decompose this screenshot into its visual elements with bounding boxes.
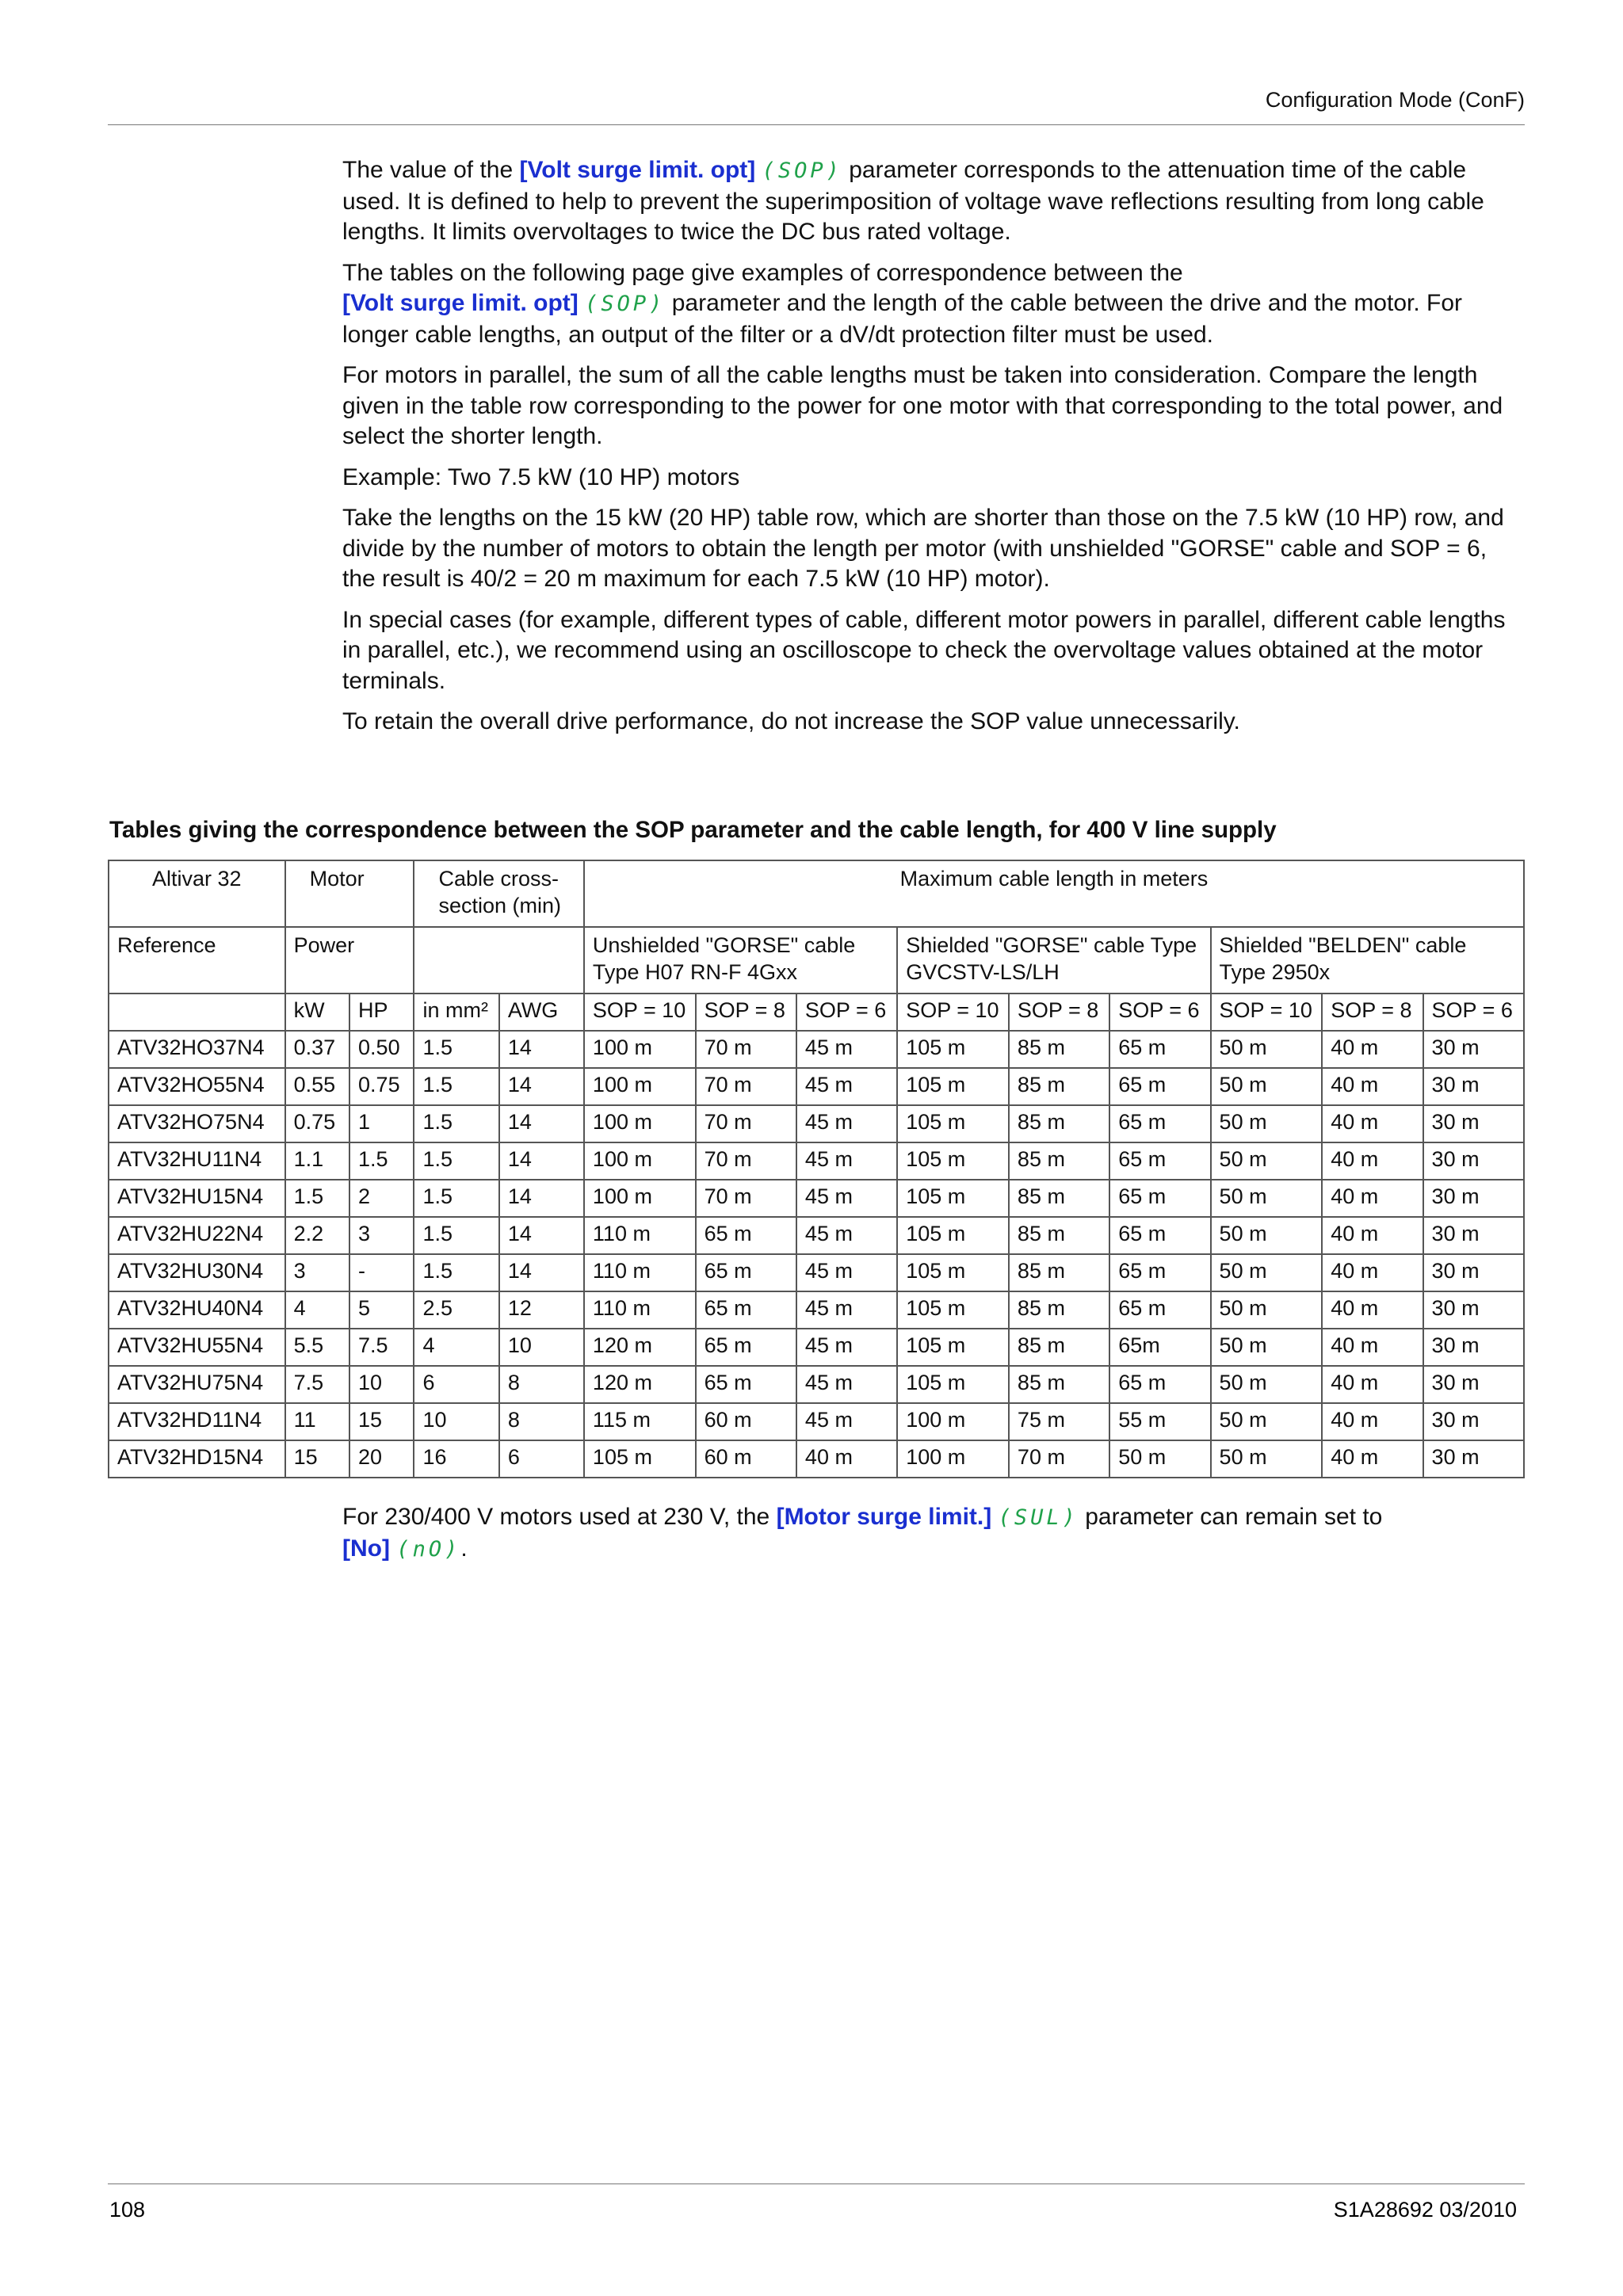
table-cell: 30 m [1423,1329,1524,1366]
table-cell: 105 m [584,1440,696,1478]
table-cell: 100 m [584,1180,696,1217]
table-cell: 65 m [696,1217,796,1254]
table-title: Tables giving the correspondence between the SOP parameter and the cable length, for 400 V line supply [109,817,1277,843]
table-cell: 14 [499,1142,584,1180]
table-cell: 100 m [897,1403,1009,1440]
header-unit-cell: SOP = 6 [1423,994,1524,1031]
document-reference: S1A28692 03/2010 [1333,2198,1517,2222]
table-cell: 4 [414,1329,498,1366]
table-cell: 105 m [897,1142,1009,1180]
table-cell: 85 m [1009,1366,1109,1403]
table-cell: 40 m [1322,1217,1423,1254]
table-cell: 60 m [696,1403,796,1440]
table-cell: 50 m [1211,1031,1323,1068]
table-cell: 0.37 [285,1031,349,1068]
table-cell: 50 m [1211,1329,1323,1366]
paragraph-1 [342,155,1525,248]
header-unit-cell: SOP = 6 [1109,994,1210,1031]
table-cell: 30 m [1423,1031,1524,1068]
table-cell: 105 m [897,1031,1009,1068]
table-cell: 45 m [796,1403,897,1440]
table-cell: 0.75 [285,1105,349,1142]
table-cell: 100 m [584,1068,696,1105]
table-cell-reference: ATV32HD11N4 [109,1403,285,1440]
table-cell: 30 m [1423,1068,1524,1105]
header-power: Power [285,927,414,994]
table-row [109,1031,1524,1068]
table-row [109,1180,1524,1217]
table-cell-reference: ATV32HU40N4 [109,1291,285,1329]
param-code-sop: (SOP) [762,158,842,183]
table-cell: 85 m [1009,1180,1109,1217]
table-cell: 10 [499,1329,584,1366]
param-code-sop: (SOP) [585,292,666,316]
table-cell: 30 m [1423,1403,1524,1440]
header-empty [414,927,583,994]
text-span: The tables on the following page give examples of correspondence between the [342,259,1183,286]
table-cell: 30 m [1423,1142,1524,1180]
header-unshielded-gorse: Unshielded "GORSE" cable Type H07 RN-F 4Gxx [584,927,897,994]
table-cell-reference: ATV32HO55N4 [109,1068,285,1105]
header-divider [108,124,1525,125]
table-cell-reference: ATV32HO75N4 [109,1105,285,1142]
table-cell: 1.5 [414,1142,498,1180]
table-cell-reference: ATV32HU75N4 [109,1366,285,1403]
table-cell: 85 m [1009,1254,1109,1291]
table-cell: 6 [414,1366,498,1403]
header-shielded-gorse: Shielded "GORSE" cable Type GVCSTV-LS/LH [897,927,1210,994]
table-cell: 40 m [1322,1031,1423,1068]
table-cell: 8 [499,1366,584,1403]
table-cell: 65 m [1109,1142,1210,1180]
table-cell: 14 [499,1105,584,1142]
table-cell: 14 [499,1180,584,1217]
table-cell: 2.5 [414,1291,498,1329]
table-cell: 110 m [584,1254,696,1291]
table-row [109,1068,1524,1105]
table-cell: 100 m [584,1031,696,1068]
table-cell: 0.50 [349,1031,414,1068]
header-unit-cell: SOP = 10 [1211,994,1323,1031]
header-units-row [109,994,1524,1031]
table-cell: 1.5 [414,1217,498,1254]
header-reference: Reference [109,927,285,994]
header-cable-cross-section: Cable cross-section (min) [414,860,583,927]
table-cell: 65m [1109,1329,1210,1366]
paragraph-7: To retain the overall drive performance, do not increase the SOP value unnecessarily. [342,708,1240,734]
table-cell: 30 m [1423,1291,1524,1329]
cable-length-table [108,860,1525,1478]
table-cell: 45 m [796,1142,897,1180]
table-cell: 65 m [1109,1254,1210,1291]
text-span: For 230/400 V motors used at 230 V, the [342,1504,777,1530]
table-cell: 105 m [897,1068,1009,1105]
page-header-title: Configuration Mode (ConF) [1265,88,1525,112]
table-cell: 40 m [1322,1068,1423,1105]
table-cell: 30 m [1423,1440,1524,1478]
param-code-no: (nO) [396,1536,461,1562]
table-cell-reference: ATV32HO37N4 [109,1031,285,1068]
table-cell: 50 m [1211,1105,1323,1142]
table-cell: 70 m [696,1142,796,1180]
table-cell: 45 m [796,1031,897,1068]
table-cell-reference: ATV32HU15N4 [109,1180,285,1217]
table-cell: 100 m [897,1440,1009,1478]
header-unit-cell: SOP = 8 [696,994,796,1031]
table-cell: 45 m [796,1068,897,1105]
table-cell: 40 m [1322,1329,1423,1366]
table-cell: 14 [499,1068,584,1105]
param-link-motor-surge: [Motor surge limit.] [776,1504,992,1530]
paragraph-3: For motors in parallel, the sum of all the cable lengths must be taken into consideration. Compare the length given in the table row corresponding to the power for one motor with that corresponding to the total power, and select the shorter length. [342,362,1503,449]
table-row [109,1440,1524,1478]
text-span: The value of the [342,157,520,183]
table-cell: 1.5 [414,1180,498,1217]
table-cell: 65 m [1109,1217,1210,1254]
header-unit-cell: kW [285,994,349,1031]
table-cell: 85 m [1009,1068,1109,1105]
table-cell: 100 m [584,1142,696,1180]
table-cell: 45 m [796,1291,897,1329]
table-cell: 65 m [696,1291,796,1329]
table-cell: 7.5 [285,1366,349,1403]
table-cell: 40 m [1322,1105,1423,1142]
table-cell: 5 [349,1291,414,1329]
table-cell: 50 m [1211,1142,1323,1180]
table-cell: 55 m [1109,1403,1210,1440]
table-cell: 105 m [897,1366,1009,1403]
header-unit-cell: SOP = 8 [1009,994,1109,1031]
table-cell: 50 m [1211,1366,1323,1403]
table-cell: 40 m [1322,1180,1423,1217]
table-cell: 30 m [1423,1180,1524,1217]
table-cell: 65 m [1109,1291,1210,1329]
table-cell: 12 [499,1291,584,1329]
footnote [342,1502,1525,1565]
text-span: parameter can remain set to [1078,1504,1383,1530]
table-cell: 50 m [1211,1291,1323,1329]
table-cell: 105 m [897,1254,1009,1291]
table-cell: 50 m [1211,1068,1323,1105]
table-cell: 70 m [696,1180,796,1217]
text-span: . [460,1535,468,1562]
table-cell: 50 m [1109,1440,1210,1478]
table-cell: 50 m [1211,1403,1323,1440]
table-cell: 105 m [897,1105,1009,1142]
paragraph-5: Take the lengths on the 15 kW (20 HP) table row, which are shorter than those on the 7.5 kW (10 HP) row, and divide by the number of motors to obtain the length per motor (with unshielded "GORSE" cable and SOP = 6, the result is 40/2 = 20 m maximum for each 7.5 kW (10 HP) motor). [342,505,1504,592]
table-cell: 2 [349,1180,414,1217]
table-row [109,1217,1524,1254]
header-motor: Motor [285,860,414,927]
header-empty [109,994,285,1031]
table-cell: 1.5 [285,1180,349,1217]
table-cell: 65 m [1109,1105,1210,1142]
table-cell: 15 [349,1403,414,1440]
footer-divider [108,2183,1525,2184]
param-value-no: [No] [342,1535,390,1562]
table-cell: 4 [285,1291,349,1329]
table-cell: 7.5 [349,1329,414,1366]
table-cell: 105 m [897,1180,1009,1217]
table-cell: 14 [499,1031,584,1068]
paragraph-4: Example: Two 7.5 kW (10 HP) motors [342,463,740,490]
table-cell: 110 m [584,1291,696,1329]
table-cell: 16 [414,1440,498,1478]
header-max-cable-length: Maximum cable length in meters [584,860,1524,927]
text-span: parameter corresponds to the attenuation time of the cable used. It is defined to help to prevent the superimposition of voltage wave reflections resulting from long cable lengths. It limits overvoltages to twice the DC bus rated voltage. [342,157,1484,245]
header-unit-cell: SOP = 6 [796,994,897,1031]
table-cell: 40 m [1322,1366,1423,1403]
table-cell: 70 m [696,1105,796,1142]
table-cell: 75 m [1009,1403,1109,1440]
table-cell-reference: ATV32HU30N4 [109,1254,285,1291]
header-unit-cell: AWG [499,994,584,1031]
table-cell: 1.5 [349,1142,414,1180]
table-cell: 70 m [696,1068,796,1105]
table-cell: 85 m [1009,1142,1109,1180]
table-cell: 14 [499,1254,584,1291]
table-cell: 1 [349,1105,414,1142]
table-cell: 105 m [897,1329,1009,1366]
table-cell: 45 m [796,1366,897,1403]
table-cell: 50 m [1211,1180,1323,1217]
table-row [109,1142,1524,1180]
table-cell-reference: ATV32HU55N4 [109,1329,285,1366]
table-cell: 65 m [1109,1031,1210,1068]
table-cell: 85 m [1009,1031,1109,1068]
table-cell: 105 m [897,1291,1009,1329]
table-cell: 65 m [696,1366,796,1403]
table-cell: 65 m [1109,1068,1210,1105]
table-cell: 1.1 [285,1142,349,1180]
table-cell: 60 m [696,1440,796,1478]
header-shielded-belden: Shielded "BELDEN" cable Type 2950x [1211,927,1524,994]
table-cell: 110 m [584,1217,696,1254]
table-row [109,1105,1524,1142]
header-unit-cell: SOP = 10 [897,994,1009,1031]
paragraph-6: In special cases (for example, different types of cable, different motor powers in parallel, different cable lengths in parallel, etc.), we recommend using an oscilloscope to check the overvoltage values obtained at the motor terminals. [342,606,1506,694]
table-cell-reference: ATV32HU22N4 [109,1217,285,1254]
table-cell: 85 m [1009,1329,1109,1366]
table-cell: 70 m [696,1031,796,1068]
table-cell: 1.5 [414,1105,498,1142]
table-cell: 3 [349,1217,414,1254]
header-unit-cell: SOP = 10 [584,994,696,1031]
table-cell: 40 m [1322,1403,1423,1440]
table-cell: 1.5 [414,1254,498,1291]
table-cell: 105 m [897,1217,1009,1254]
table-cell: 2.2 [285,1217,349,1254]
table-cell: 50 m [1211,1440,1323,1478]
table-cell: 10 [414,1403,498,1440]
table-cell: 65 m [696,1329,796,1366]
table-cell: 1.5 [414,1068,498,1105]
table-cell: 45 m [796,1254,897,1291]
body-text [342,155,1525,748]
table-cell: 40 m [796,1440,897,1478]
header-unit-cell: SOP = 8 [1322,994,1423,1031]
param-link-volt-surge: [Volt surge limit. opt] [342,290,579,316]
table-cell: 10 [349,1366,414,1403]
table-body [109,1031,1524,1478]
table-cell: 45 m [796,1180,897,1217]
param-code-sul: (SUL) [998,1505,1079,1530]
table-cell: 85 m [1009,1217,1109,1254]
table-cell: 65 m [1109,1366,1210,1403]
page-number: 108 [109,2198,146,2222]
table-cell: 85 m [1009,1291,1109,1329]
table-cell: - [349,1254,414,1291]
table-cell: 30 m [1423,1217,1524,1254]
table-cell: 20 [349,1440,414,1478]
table-cell: 45 m [796,1105,897,1142]
table-cell: 40 m [1322,1142,1423,1180]
table-cell: 6 [499,1440,584,1478]
table-cell: 100 m [584,1105,696,1142]
table-cell: 40 m [1322,1254,1423,1291]
table-cell: 30 m [1423,1254,1524,1291]
table-cell: 1.5 [414,1031,498,1068]
table-cell: 45 m [796,1329,897,1366]
table-cell: 65 m [1109,1180,1210,1217]
table-row [109,1366,1524,1403]
table-cell: 50 m [1211,1217,1323,1254]
table-row [109,1291,1524,1329]
table-cell: 0.55 [285,1068,349,1105]
header-unit-cell: HP [349,994,414,1031]
table-cell: 3 [285,1254,349,1291]
table-cell: 120 m [584,1329,696,1366]
header-unit-cell: in mm² [414,994,498,1031]
table-cell: 115 m [584,1403,696,1440]
table-row [109,1254,1524,1291]
table-cell: 8 [499,1403,584,1440]
table-cell: 85 m [1009,1105,1109,1142]
table-cell: 30 m [1423,1366,1524,1403]
table-cell-reference: ATV32HD15N4 [109,1440,285,1478]
table-cell: 5.5 [285,1329,349,1366]
param-link-volt-surge: [Volt surge limit. opt] [519,157,756,183]
text-span: parameter and the length of the cable between the drive and the motor. For longer cable lengths, an output of the filter or a dV/dt protection filter must be used. [342,290,1463,348]
table-row [109,1329,1524,1366]
header-altivar: Altivar 32 [109,860,285,927]
table-cell: 65 m [696,1254,796,1291]
table-cell: 45 m [796,1217,897,1254]
table-cell: 40 m [1322,1440,1423,1478]
table-cell: 30 m [1423,1105,1524,1142]
table-cell: 40 m [1322,1291,1423,1329]
table-cell-reference: ATV32HU11N4 [109,1142,285,1180]
table-cell: 0.75 [349,1068,414,1105]
table-cell: 14 [499,1217,584,1254]
table-cell: 120 m [584,1366,696,1403]
table-cell: 15 [285,1440,349,1478]
table-cell: 50 m [1211,1254,1323,1291]
table-cell: 70 m [1009,1440,1109,1478]
paragraph-2 [342,258,1525,351]
table-cell: 11 [285,1403,349,1440]
table-row [109,1403,1524,1440]
